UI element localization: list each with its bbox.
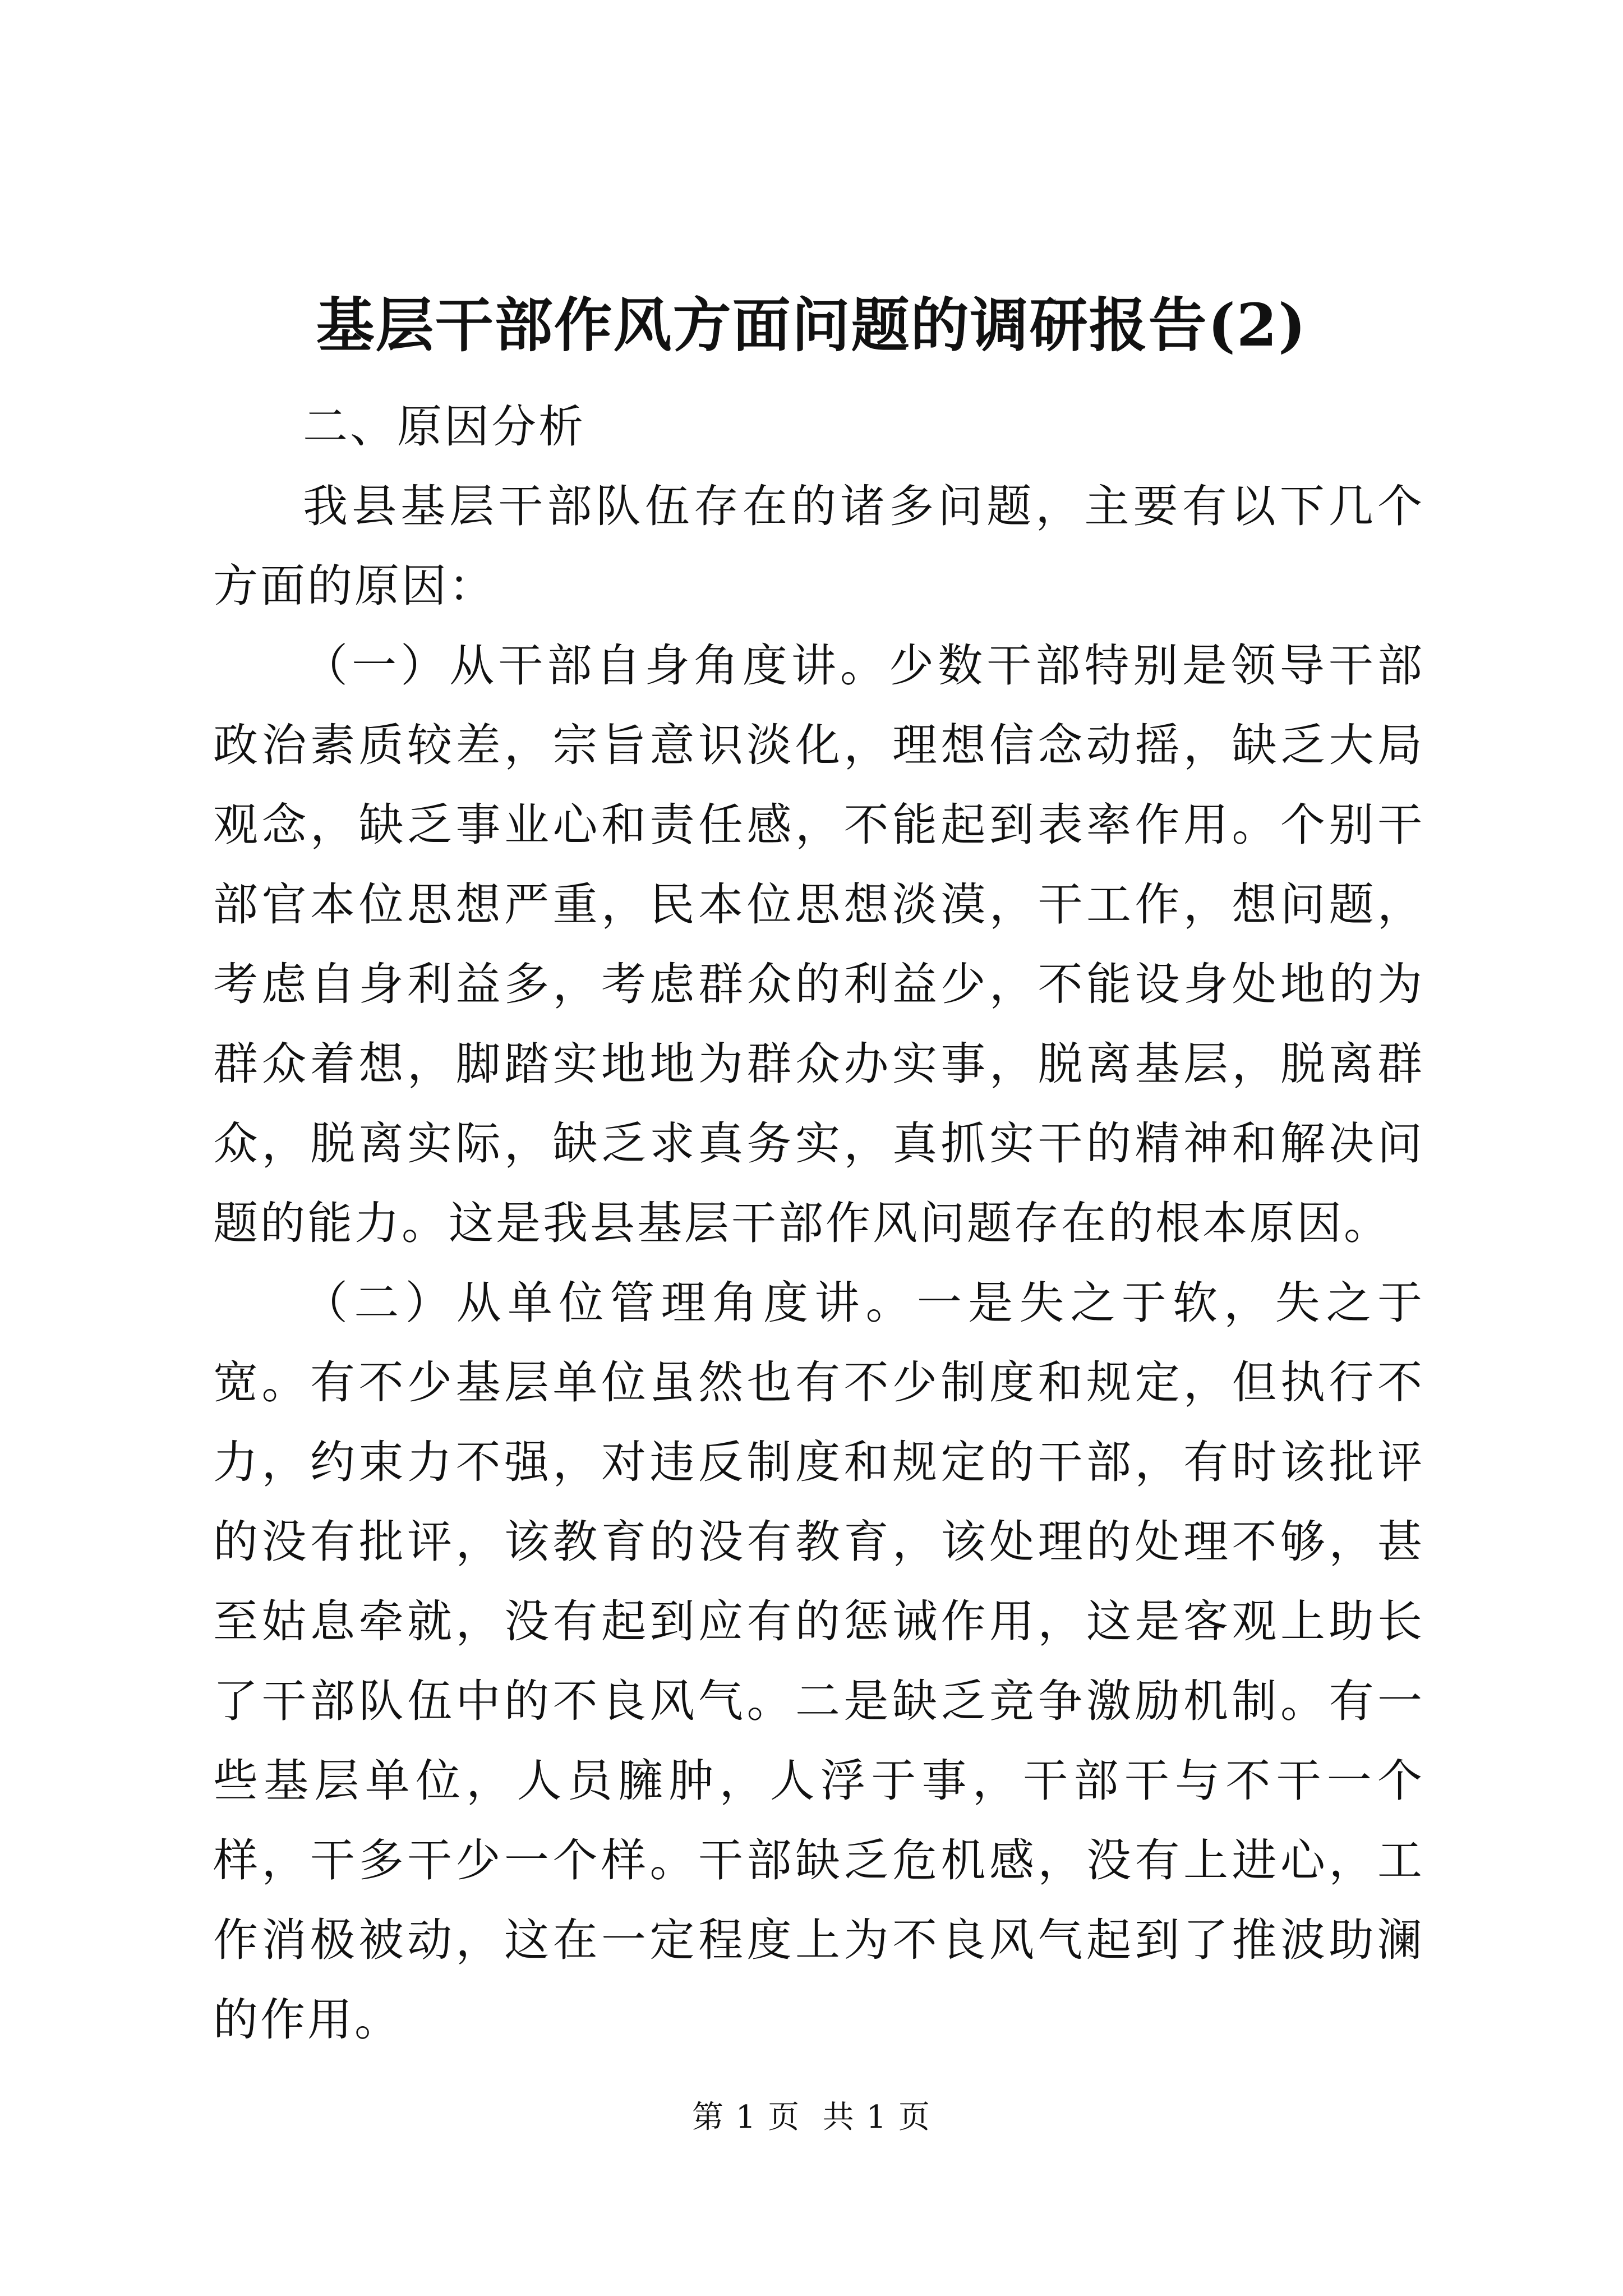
document-title: 基层干部作风方面问题的调研报告(2): [316, 291, 1307, 360]
document-body: [213, 387, 1424, 2060]
page-footer: [0, 2095, 1623, 2140]
paragraph-self-perspective: （一）从干部自身角度讲。少数干部特别是领导干部政治素质较差，宗旨意识淡化，理想信念动摇，缺乏大局观念，缺乏事业心和责任感，不能起到表率作用。个别干部官本位思想严重，民本位思想淡漠，干工作，想问题，考虑自身利益多，考虑群众的利益少，不能设身处地的为群众着想，脚踏实地地为群众办实事，脱离基层，脱离群众，脱离实际，缺乏求真务实，真抓实干的精神和解决问题的能力。这是我县基层干部作风问题存在的根本原因。: [213, 639, 1424, 1249]
paragraph-management-perspective: （二）从单位管理角度讲。一是失之于软，失之于宽。有不少基层单位虽然也有不少制度和规定，但执行不力，约束力不强，对违反制度和规定的干部，有时该批评的没有批评，该教育的没有教育，该处理的处理不够，甚至姑息牵就，没有起到应有的惩诫作用，这是客观上助长了干部队伍中的不良风气。二是缺乏竞争激励机制。有一些基层单位，人员臃肿，人浮于事，干部干与不干一个样，干多干少一个样。干部缺乏危机感，没有上进心，工作消极被动，这在一定程度上为不良风气起到了推波助澜的作用。: [213, 1277, 1424, 2046]
paragraph-intro: 我县基层干部队伍存在的诸多问题，主要有以下几个方面的原因：: [213, 480, 1424, 612]
page-number: 第 1 页 共 1 页: [691, 2099, 932, 2136]
section-heading: 二、原因分析: [303, 401, 585, 453]
